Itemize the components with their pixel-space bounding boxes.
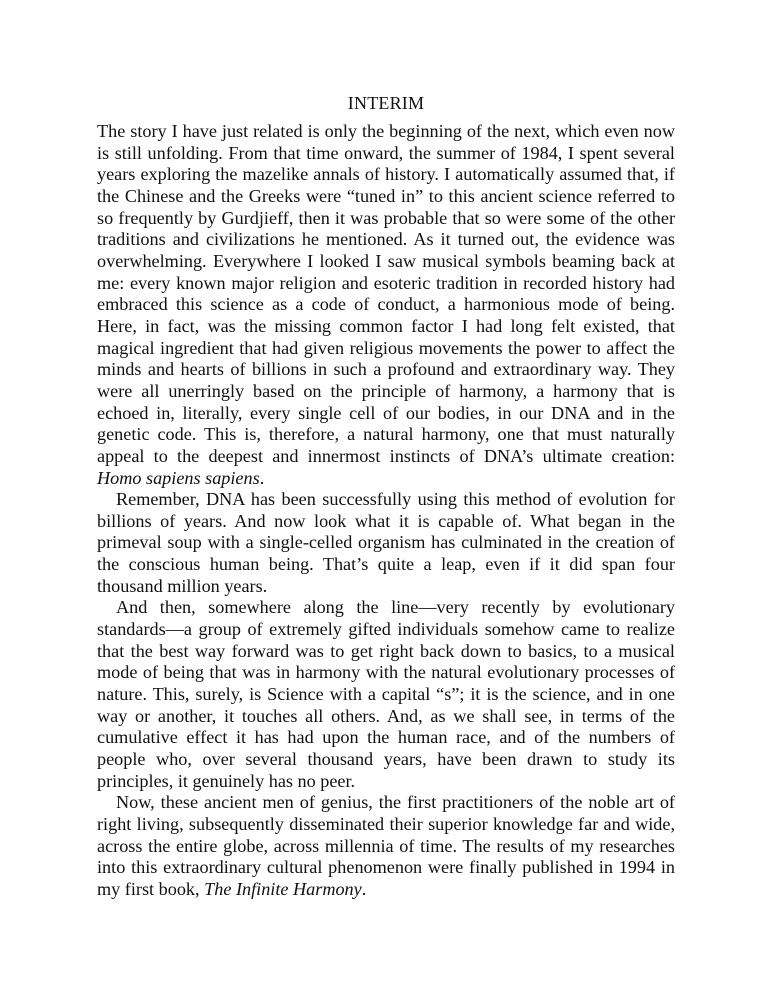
paragraph-1 bbox=[97, 121, 675, 489]
paragraph-4-end: . bbox=[361, 878, 367, 899]
paragraph-1-end: . bbox=[259, 467, 265, 488]
paragraph-3 bbox=[97, 597, 675, 792]
body-text bbox=[97, 121, 675, 901]
paragraph-4-text: Now, these ancient men of genius, the first practitioners of the noble art of right living, subsequently disseminated their superior knowledge far and wide, across the entire globe, across millennia of time. The results of my researches into this extraordinary cultural phenomenon were finally published in 1994 in my first book, bbox=[97, 792, 675, 899]
paragraph-2-text: Remember, DNA has been successfully using this method of evolution for billions of years. And now look what it is capable of. What began in the primeval soup with a single-celled organism has culminated in the creation of the conscious human being. That’s quite a leap, even if it did span four thousand million years. bbox=[97, 489, 675, 596]
paragraph-1-text: The story I have just related is only the beginning of the next, which even now is still unfolding. From that time onward, the summer of 1984, I spent several years exploring the mazelike annals of history. I automatically assumed that, if the Chinese and the Greeks were “tuned in” to this ancient science referred to so frequently by Gurdjieff, then it was probable that so were some of the other traditions and civilizations he mentioned. As it turned out, the evidence was overwhelming. Everywhere I looked I saw musical symbols beaming back at me: every known major religion and esoteric tradition in recorded history had embraced this science as a code of conduct, a harmonious mode of being. Here, in fact, was the missing common factor I had long felt existed, that magical ingredient that had given religious movements the power to affect the minds and hearts of billions in such a profound and extraordinary way. They were all unerringly based on the principle of harmony, a harmony that is echoed in, literally, every single cell of our bodies, in our DNA and in the genetic code. This is, therefore, a natural harmony, one that must naturally appeal to the deepest and innermost instincts of DNA’s ultimate creation: bbox=[97, 121, 675, 466]
paragraph-3-text: And then, somewhere along the line—very recently by evolutionary standards—a group of extremely gifted individuals somehow came to realize that the best way forward was to get right back down to basics, to a musical mode of being that was in harmony with the natural evolutionary processes of nature. This, surely, is Science with a capital “s”; it is the science, and in one way or another, it touches all others. And, as we shall see, in terms of the cumulative effect it has had upon the human race, and of the numbers of people who, over several thousand years, have been drawn to study its principles, it genuinely has no peer. bbox=[97, 597, 675, 791]
paragraph-4 bbox=[97, 792, 675, 900]
paragraph-2 bbox=[97, 489, 675, 597]
italic-species-name: Homo sapiens sapiens bbox=[97, 467, 260, 488]
italic-book-title: The Infinite Harmony bbox=[204, 878, 362, 899]
chapter-title: INTERIM bbox=[347, 93, 425, 113]
